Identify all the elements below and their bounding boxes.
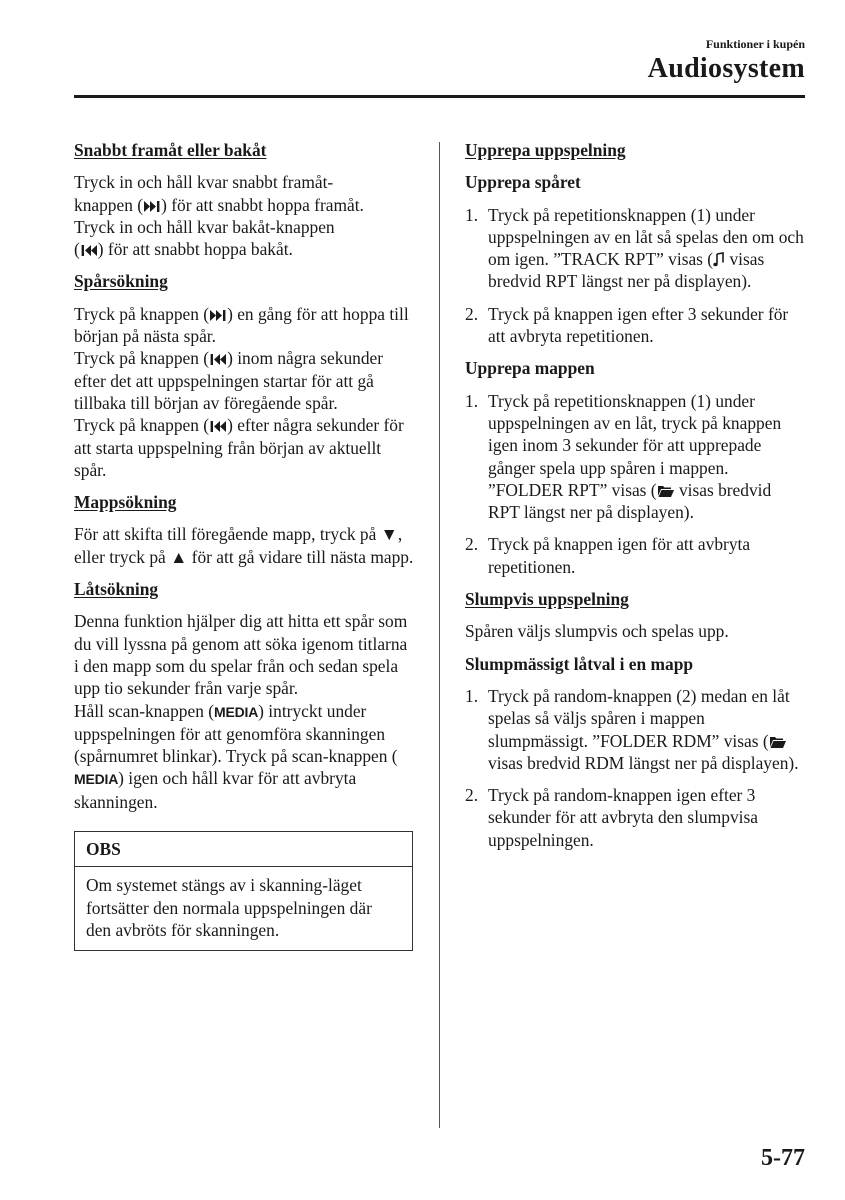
step-number: 1.	[465, 685, 479, 706]
text-segment: ) inom några sekunder efter det att uppspelningen startar för att gå tillbaka till början av föregående spår.	[74, 348, 384, 413]
text-segment: ) efter några sekunder för att starta uppspelning från början av aktuellt spår.	[74, 415, 404, 480]
header-rule	[74, 95, 805, 98]
track-down-icon	[80, 244, 98, 257]
track-down-icon	[209, 353, 227, 366]
text-segment: visas bredvid RPT längst ner på displayen).	[488, 249, 765, 292]
list-item	[465, 685, 805, 774]
section-heading-folder-search: Mappsökning	[74, 492, 177, 513]
list-item	[465, 784, 805, 851]
track-up-icon	[143, 200, 161, 213]
column-divider	[439, 142, 440, 1128]
fast-forward-paragraph	[74, 171, 414, 260]
text-segment: Tryck på random-knappen (2) medan en låt spelas så väljs spåren i mappen slumpmässigt. ”FOLDER RDM” visas (	[488, 685, 790, 751]
subheading-repeat-folder: Upprepa mappen	[465, 358, 595, 379]
media-button-icon: MEDIA	[214, 703, 259, 720]
section-heading-fast-forward: Snabbt framåt eller bakåt	[74, 140, 267, 160]
note-title: OBS	[75, 832, 412, 867]
section-heading-track-search: Spårsökning	[74, 271, 168, 292]
page-header-title: Audiosystem	[647, 53, 805, 84]
scan-paragraph	[74, 610, 414, 813]
text-segment: För att skifta till föregående mapp, tryck på	[74, 524, 381, 545]
text-line: knappen (	[74, 194, 144, 215]
step-number: 2.	[465, 785, 479, 806]
media-button-icon: MEDIA	[74, 771, 119, 788]
text-segment: Håll scan-knappen (	[74, 700, 215, 721]
folder-down-icon: ▼	[380, 524, 398, 545]
list-item	[465, 390, 805, 524]
text-line: Tryck in och håll kvar bakåt-knappen	[74, 216, 335, 237]
note-text: Om systemet stängs av i skanning-läget fortsätter den normala uppspelningen där den avbröts för skanningen.	[86, 875, 372, 940]
text-segment: Denna funktion hjälper dig att hitta ett spår som du vill lyssna på genom att söka igenom titlarna i den mapp som du spelar från och sedan spela upp tio sekunder från varje spår.	[74, 611, 408, 699]
list-item	[465, 303, 805, 348]
page-number: 5-77	[761, 1145, 805, 1171]
folder-icon	[657, 484, 675, 498]
text-line: ) för att snabbt hoppa framåt.	[161, 194, 364, 215]
section-heading-random: Slumpvis uppspelning	[465, 589, 629, 610]
step-number: 1.	[465, 390, 479, 411]
text-segment: , eller tryck på	[74, 524, 403, 567]
music-note-icon	[713, 252, 725, 267]
subheading-repeat-track: Upprepa spåret	[465, 172, 581, 193]
right-column	[465, 139, 805, 861]
left-column	[74, 139, 414, 951]
text-line: Tryck in och håll kvar snabbt framåt-	[74, 172, 334, 193]
text-segment: Tryck på knappen igen efter 3 sekunder för att avbryta repetitionen.	[488, 303, 789, 347]
page-header-subtitle: Funktioner i kupén	[705, 37, 805, 51]
text-segment: Tryck på repetitionsknappen (1) under uppspelningen av en låt, tryck på knappen igen inom 3 sekunder för att upprepade gånger spela upp spåren i mappen. ”FOLDER RPT” visas (	[488, 390, 782, 500]
track-up-icon	[209, 309, 227, 322]
text-segment: Tryck på knappen (	[74, 348, 210, 369]
text-segment: för att gå vidare till nästa mapp.	[187, 546, 414, 567]
text-segment: ) en gång för att hoppa till början på nästa spår.	[74, 303, 409, 347]
track-down-icon	[209, 420, 227, 433]
section-heading-scan: Låtsökning	[74, 579, 159, 600]
text-line: (	[74, 239, 80, 260]
text-segment: Tryck på knappen (	[74, 303, 210, 324]
folder-up-icon: ▲	[170, 546, 188, 567]
list-item	[465, 204, 805, 293]
text-segment: ) intryckt under uppspelningen för att genomföra skanningen (spårnumret blinkar). Tryck på scan-knappen (	[74, 700, 398, 767]
text-segment: visas bredvid RPT längst ner på displayen).	[488, 479, 772, 523]
section-heading-repeat: Upprepa uppspelning	[465, 140, 626, 160]
repeat-track-steps	[465, 204, 805, 348]
step-number: 1.	[465, 204, 479, 225]
text-segment: Tryck på random-knappen igen efter 3 sekunder för att avbryta den slumpvisa uppspelningen.	[488, 785, 758, 850]
text-segment: Tryck på knappen (	[74, 415, 210, 436]
step-number: 2.	[465, 303, 479, 324]
folder-icon	[769, 735, 787, 749]
text-segment: ) igen och håll kvar för att avbryta skanningen.	[74, 768, 357, 812]
random-steps	[465, 685, 805, 851]
random-paragraph: Spåren väljs slumpvis och spelas upp.	[465, 621, 729, 642]
list-item	[465, 533, 805, 578]
text-segment: Tryck på knappen igen för att avbryta repetitionen.	[488, 534, 751, 577]
text-segment: visas bredvid RDM längst ner på displayen).	[488, 752, 799, 773]
subheading-random-folder: Slumpmässigt låtval i en mapp	[465, 653, 694, 674]
text-segment: Tryck på repetitionsknappen (1) under uppspelningen av en låt så spelas den om och om igen. ”TRACK RPT” visas (	[488, 204, 804, 270]
repeat-folder-steps	[465, 390, 805, 578]
folder-search-paragraph	[74, 523, 414, 568]
track-search-paragraph	[74, 303, 414, 481]
text-line: ) för att snabbt hoppa bakåt.	[97, 239, 293, 260]
step-number: 2.	[465, 534, 479, 555]
note-box	[74, 831, 413, 951]
